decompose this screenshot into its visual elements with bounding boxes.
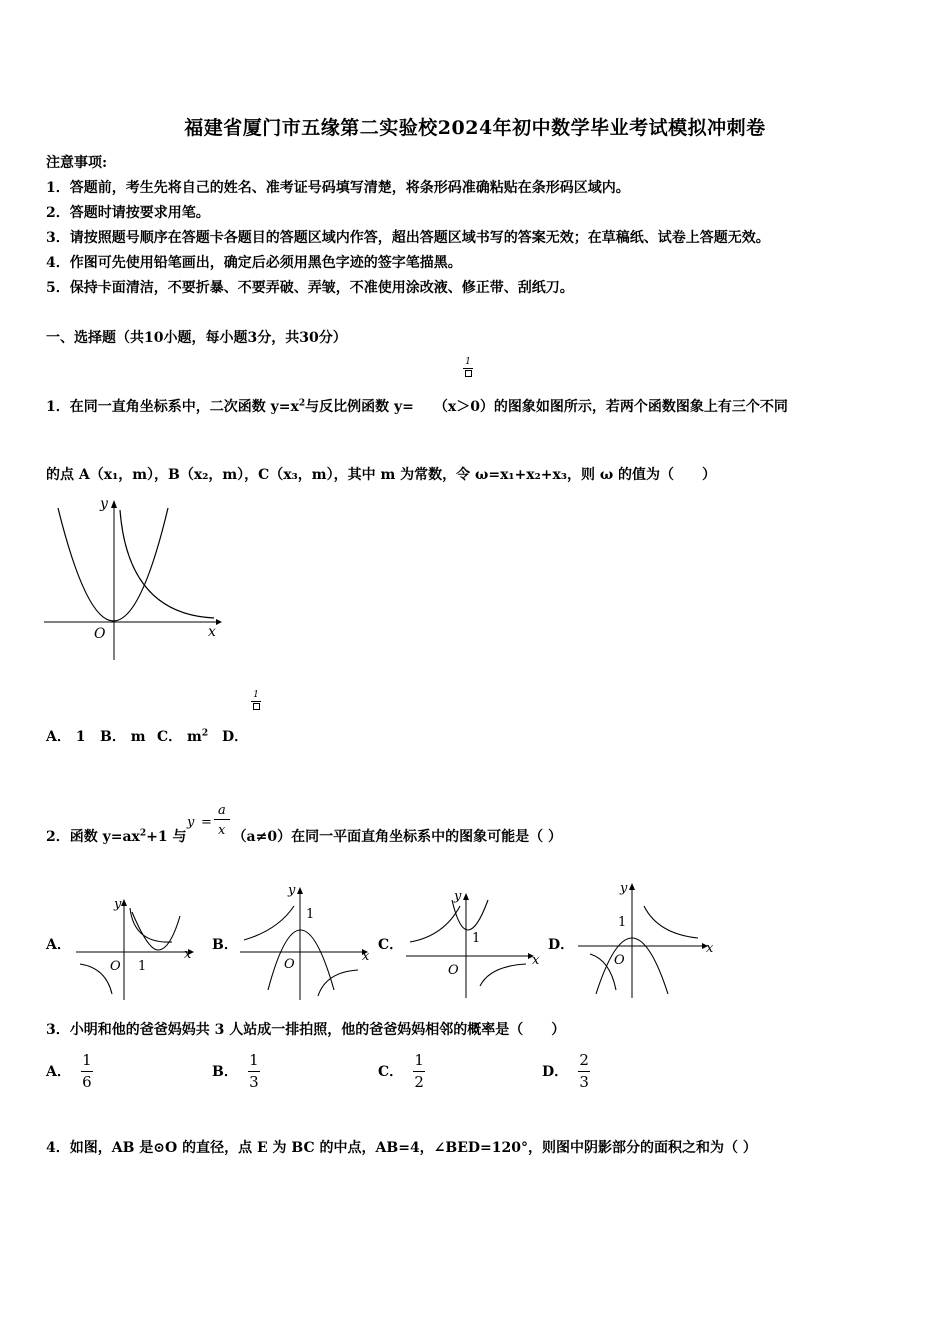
notice-item: 5．保持卡面清洁，不要折暴、不要弄破、弄皱，不准使用涂改液、修正带、刮纸刀。: [46, 280, 574, 296]
notice-heading: 注意事项:: [46, 155, 108, 171]
hyperbola-branch: [410, 906, 460, 942]
page-title: 福建省厦门市五缘第二实验校2024年初中数学毕业考试模拟冲刺卷: [184, 117, 766, 139]
parabola-curve: [58, 508, 168, 621]
hyperbola-branch: [80, 964, 112, 994]
svg-text:O: O: [284, 957, 295, 972]
box-icon: [253, 703, 260, 710]
q1-option-c[interactable]: C． $m^2$: [157, 728, 209, 745]
question-4: 4．如图，AB 是⊙O 的直径，点 E 为 BC 的中点，AB=4，∠BED=120°，则图中阴影部分的面积之和为（ ）: [46, 1140, 757, 1156]
svg-text:y: y: [288, 883, 296, 898]
fraction: $\frac{2}{3}$: [579, 1051, 589, 1091]
hyperbola-branch: [318, 970, 358, 996]
notice-item: 3．请按照题号顺序在答题卡各题目的答题区域内作答，超出答题区域书写的答案无效；在草稿纸、试卷上答题无效。: [46, 230, 770, 246]
q2-option-d-label[interactable]: D．: [548, 937, 575, 953]
y-axis-arrow-icon: [463, 893, 469, 900]
q2-option-b-label[interactable]: B．: [212, 937, 238, 953]
parabola-curve: [268, 930, 334, 990]
q2-option-a-label[interactable]: A．: [46, 937, 71, 953]
hyperbola-branch: [590, 954, 616, 990]
fraction: $\frac{1}{2}$: [414, 1051, 424, 1091]
q1-option-d-fraction: 1: [251, 690, 261, 710]
box-icon: [465, 370, 472, 377]
y-axis-arrow-icon: [629, 883, 635, 890]
q3-option-a[interactable]: A． $\frac{1}{6}$: [46, 1051, 92, 1091]
notice-item: 2．答题时请按要求用笔。: [46, 205, 210, 221]
question-2: 2．函数 $y=ax^2+1$ 与 （a≠0）在同一平面直角坐标系中的图象可能是（ ）: [46, 828, 562, 845]
q1-option-d[interactable]: D．: [222, 729, 249, 745]
svg-text:1: 1: [472, 931, 481, 946]
question-3: 3．小明和他的爸爸妈妈共 3 人站成一排拍照，他的爸爸妈妈相邻的概率是（ ）: [46, 1022, 566, 1038]
question-1-line2: 的点 A（x₁，m），B（x₂，m），C（x₃，m），其中 m 为常数，令 ω=x₁+x₂+x₃，则 ω 的值为（ ）: [46, 467, 717, 483]
svg-text:x: x: [532, 953, 540, 968]
svg-text:y: y: [114, 897, 122, 912]
svg-text:1: 1: [618, 915, 627, 930]
x-axis-arrow-icon: [216, 619, 222, 625]
svg-text:1: 1: [138, 959, 147, 974]
q2-option-a-graph[interactable]: [72, 890, 202, 1005]
hyperbola-curve: [120, 510, 214, 618]
q2-option-c-label[interactable]: C．: [378, 937, 404, 953]
q2-option-c-graph[interactable]: [404, 886, 544, 1001]
hyperbola-branch: [480, 964, 526, 986]
q1-graph: [44, 494, 224, 664]
q3-option-b[interactable]: B． $\frac{1}{3}$: [212, 1051, 259, 1091]
question-1-line1: 1．在同一直角坐标系中，二次函数 $y=x^2$与反比例函数 y= （x＞0）的图象如图所示，若两个函数图象上有三个不同: [46, 398, 788, 415]
section-heading: 一、选择题（共10小题，每小题3分，共30分）: [46, 330, 347, 346]
q1-option-b[interactable]: B． m: [100, 729, 146, 745]
fraction: $\frac{1}{3}$: [249, 1051, 259, 1091]
svg-text:x: x: [706, 941, 714, 956]
hyperbola-branch: [644, 906, 698, 938]
q1-option-a[interactable]: A． 1: [46, 729, 86, 745]
svg-text:y: y: [454, 889, 462, 904]
x-label: x: [208, 624, 216, 640]
q2-option-b-graph[interactable]: [238, 880, 378, 1005]
hyperbola-branch: [244, 906, 294, 940]
svg-text:1: 1: [306, 907, 315, 922]
notice-item: 4．作图可先使用铅笔画出，确定后必须用黑色字迹的签字笔描黑。: [46, 255, 462, 271]
q3-option-d[interactable]: D． $\frac{2}{3}$: [542, 1051, 589, 1091]
parabola-curve: [452, 900, 488, 930]
q2-option-d-graph[interactable]: [574, 876, 724, 1001]
notice-item: 1．答题前，考生先将自己的姓名、准考证号码填写清楚，将条形码准确粘贴在条形码区域内。: [46, 180, 630, 196]
svg-text:O: O: [614, 953, 625, 968]
q1-small-fraction: 1: [463, 357, 473, 377]
svg-text:O: O: [110, 959, 121, 974]
hyperbola-branch: [130, 908, 172, 942]
svg-text:x: x: [184, 947, 192, 962]
svg-text:O: O: [448, 963, 459, 978]
y-axis-arrow-icon: [121, 899, 127, 906]
origin-label: O: [94, 626, 106, 642]
fraction: $\frac{1}{6}$: [82, 1051, 92, 1091]
y-label: y: [100, 496, 108, 512]
svg-text:x: x: [362, 949, 370, 964]
svg-text:y: y: [620, 881, 628, 896]
q3-option-c[interactable]: C． $\frac{1}{2}$: [378, 1051, 424, 1091]
y-axis-arrow-icon: [297, 887, 303, 894]
y-axis-arrow-icon: [111, 500, 117, 508]
